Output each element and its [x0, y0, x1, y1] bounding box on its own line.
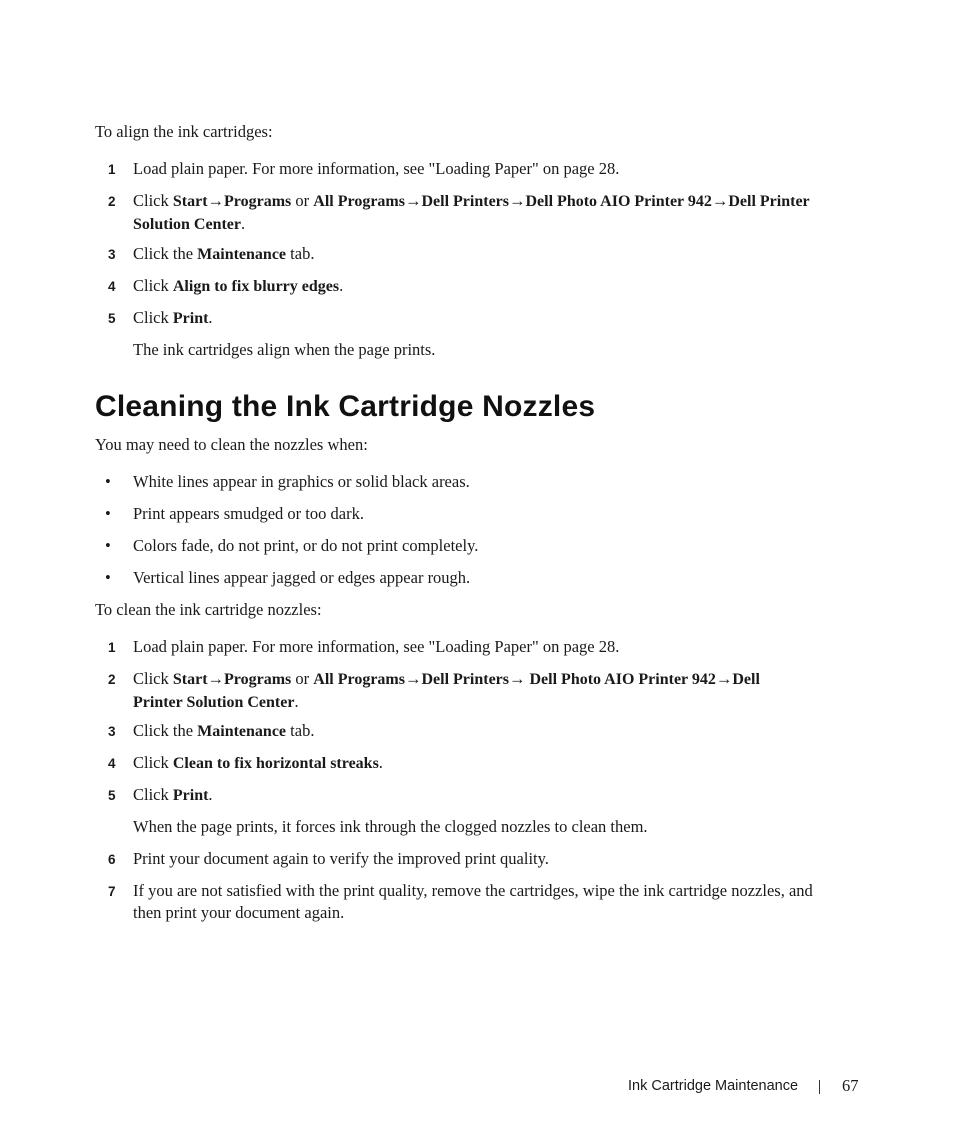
- align-result-note: The ink cartridges align when the page prints.: [133, 340, 436, 359]
- step-text: Click Start→Programs or All Programs→Dell Printers→Dell Photo AIO Printer 942→Dell Printer Solution Center.: [133, 191, 810, 233]
- step-text: Click the Maintenance tab.: [133, 721, 315, 740]
- step-number: 6: [108, 852, 116, 867]
- step-number: 4: [108, 279, 116, 294]
- step-text: Click Clean to fix horizontal streaks.: [133, 753, 383, 772]
- step-number: 1: [108, 640, 116, 655]
- step-text: Print your document again to verify the improved print quality.: [133, 849, 549, 868]
- bullet-icon: •: [105, 504, 111, 523]
- bullet-text: Vertical lines appear jagged or edges appear rough.: [133, 568, 471, 587]
- bullet-text: Colors fade, do not print, or do not print completely.: [133, 536, 479, 555]
- align-intro: To align the ink cartridges:: [95, 122, 273, 141]
- step-text: Click Start→Programs or All Programs→Dell Printers→ Dell Photo AIO Printer 942→Dell Printer Solution Center.: [133, 669, 760, 711]
- step-number: 7: [108, 884, 116, 899]
- step-number: 3: [108, 724, 116, 739]
- step-text: Load plain paper. For more information, see "Loading Paper" on page 28.: [133, 637, 620, 656]
- step-number: 2: [108, 672, 116, 687]
- bullet-text: Print appears smudged or too dark.: [133, 504, 364, 523]
- step-number: 4: [108, 756, 116, 771]
- clean-intro: You may need to clean the nozzles when:: [95, 435, 368, 454]
- step-text: If you are not satisfied with the print quality, remove the cartridges, wipe the ink cartridge nozzles, and then print your document again.: [133, 881, 813, 922]
- step-number: 2: [108, 194, 116, 209]
- step-text: Click the Maintenance tab.: [133, 244, 315, 263]
- step-number: 3: [108, 247, 116, 262]
- footer-divider: [819, 1080, 820, 1094]
- clean-result-note: When the page prints, it forces ink through the clogged nozzles to clean them.: [133, 817, 648, 836]
- bullet-icon: •: [105, 472, 111, 491]
- clean-step-7: [95, 880, 815, 924]
- footer-section-title: Ink Cartridge Maintenance: [628, 1078, 799, 1094]
- align-step-2: [95, 190, 815, 234]
- step-text: Click Print.: [133, 785, 213, 804]
- bullet-text: White lines appear in graphics or solid black areas.: [133, 472, 470, 491]
- step-number: 5: [108, 788, 116, 803]
- bullet-icon: •: [105, 536, 111, 555]
- step-text: Load plain paper. For more information, see "Loading Paper" on page 28.: [133, 159, 620, 178]
- step-number: 5: [108, 311, 116, 326]
- section-heading: Cleaning the Ink Cartridge Nozzles: [95, 390, 596, 423]
- step-text: Click Align to fix blurry edges.: [133, 276, 344, 295]
- step-number: 1: [108, 162, 116, 177]
- clean-intro-2: To clean the ink cartridge nozzles:: [95, 600, 322, 619]
- clean-step-2: [95, 668, 815, 712]
- bullet-icon: •: [105, 568, 111, 587]
- page-number: 67: [842, 1076, 859, 1095]
- step-text: Click Print.: [133, 308, 213, 327]
